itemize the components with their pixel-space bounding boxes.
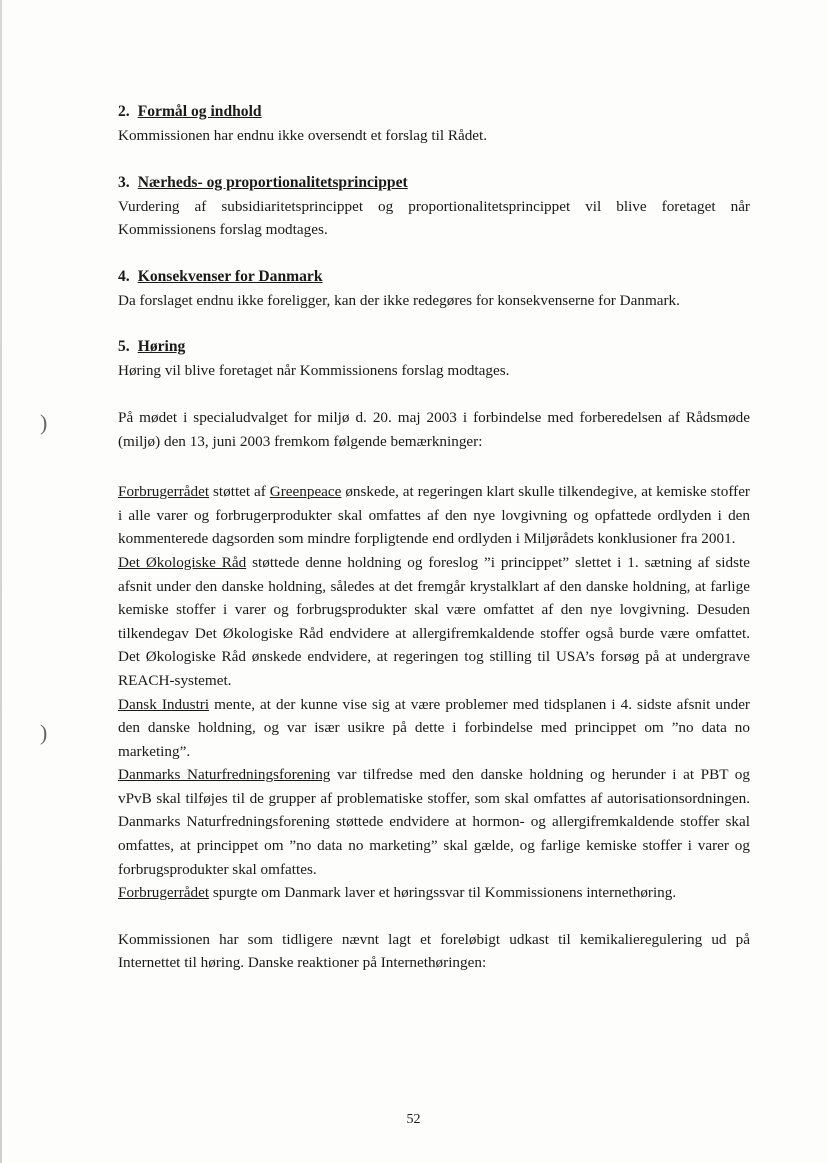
section-formaal [118,100,750,148]
org-name: Danmarks Naturfredningsforening [118,766,331,784]
section-heading [118,100,750,124]
section-naerhed [118,171,750,242]
document-page [118,100,750,975]
section-title: Konsekvenser for Danmark [137,267,323,285]
meeting-intro: På mødet i specialudvalget for miljø d. 20. maj 2003 i forbindelse med forberedelsen af Rådsmøde (miljø) den 13, juni 2003 fremkom følgende bemærkninger: [118,408,750,450]
remark-text: spurgte om Danmark laver et høringssvar til Kommissionens internethøring. [209,884,677,902]
margin-bracket-mark: ) [40,410,48,435]
page-number: 52 [406,1112,421,1127]
org-name: Forbrugerrådet [118,884,210,902]
section-number: 4. [118,267,130,285]
section-text: Høring vil blive foretaget når Kommissionens forslag modtages. [118,362,510,380]
remark-text: mente, at der kunne vise sig at være problemer med tidsplanen i 4. sidste afsnit under den danske holdning, og var især usikre på dette i forbindelse med princippet om ”no data no marketing”. [118,695,750,760]
section-heading [118,265,750,289]
margin-bracket-mark: ) [40,720,48,745]
section-title: Høring [137,338,186,356]
scan-edge [0,0,2,1163]
remark [118,693,750,764]
section-konsekvenser [118,265,750,313]
remark [118,551,750,693]
remark-text: støttede denne holdning og foreslog ”i princippet” slettet i 1. sætning af sidste afsnit under den danske holdning, således at det fremgår krystalklart af den danske holdning, at farlige kemiske stoffer i varer og forbrugsprodukter skal være omfattet af den nye lovgivning. Desuden tilkendegav Det Økologiske Råd endvidere at allergifremkaldende stoffer også burde være omfattet. Det Økologiske Råd ønskede endvidere, at regeringen tog stilling til USA’s forsøg på at undergrave REACH-systemet. [118,553,750,689]
remark-connector: støttet af [209,483,270,501]
org-name: Det Økologiske Råd [118,553,247,571]
closing-paragraph: Kommissionen har som tidligere nævnt lagt et foreløbigt udkast til kemikalieregulering ud på Internettet til høring. Danske reaktioner på Internethøringen: [118,930,750,972]
section-title: Formål og indhold [137,103,262,120]
section-number: 3. [118,173,130,191]
org-name: Greenpeace [269,483,342,501]
section-heading [118,171,750,195]
section-hoering [118,335,750,383]
remark [118,881,750,905]
section-number: 2. [118,103,130,120]
remark [118,763,750,881]
section-text: Vurdering af subsidiaritetsprincippet og proportionalitetsprincippet vil blive foretaget når Kommissionens forslag modtages. [118,197,750,239]
org-name: Dansk Industri [118,695,210,713]
remark [118,480,750,551]
remark-text: var tilfredse med den danske holdning og herunder i at PBT og vPvB skal tilføjes til de grupper af problematiske stoffer, som skal omfattes af autorisationsordningen. Danmarks Naturfredningsforening støttede endvidere at hormon- og allergifremkaldende stoffer skal omfattes, at princippet om ”no data no marketing” skal gælde, og farlige kemiske stoffer i varer og forbrugsprodukter skal omfattes. [118,766,750,878]
org-name: Forbrugerrådet [118,483,210,501]
section-number: 5. [118,338,130,356]
section-text: Da forslaget endnu ikke foreligger, kan der ikke redegøres for konsekvenserne for Danmark. [118,291,680,309]
section-text: Kommissionen har endnu ikke oversendt et forslag til Rådet. [118,127,488,144]
section-title: Nærheds- og proportionalitetsprincippet [137,173,408,191]
section-heading [118,335,750,359]
remarks-block [118,480,750,905]
remark-text: ønskede, at regeringen klart skulle tilkendegive, at kemiske stoffer i alle varer og forbrugerprodukter skal omfattes af den nye lovgivning og opfattede ordlyden i den kommenterede dagsorden som mindre forpligtende end ordlyden i Miljørådets konklusioner fra 2001. [118,483,750,548]
